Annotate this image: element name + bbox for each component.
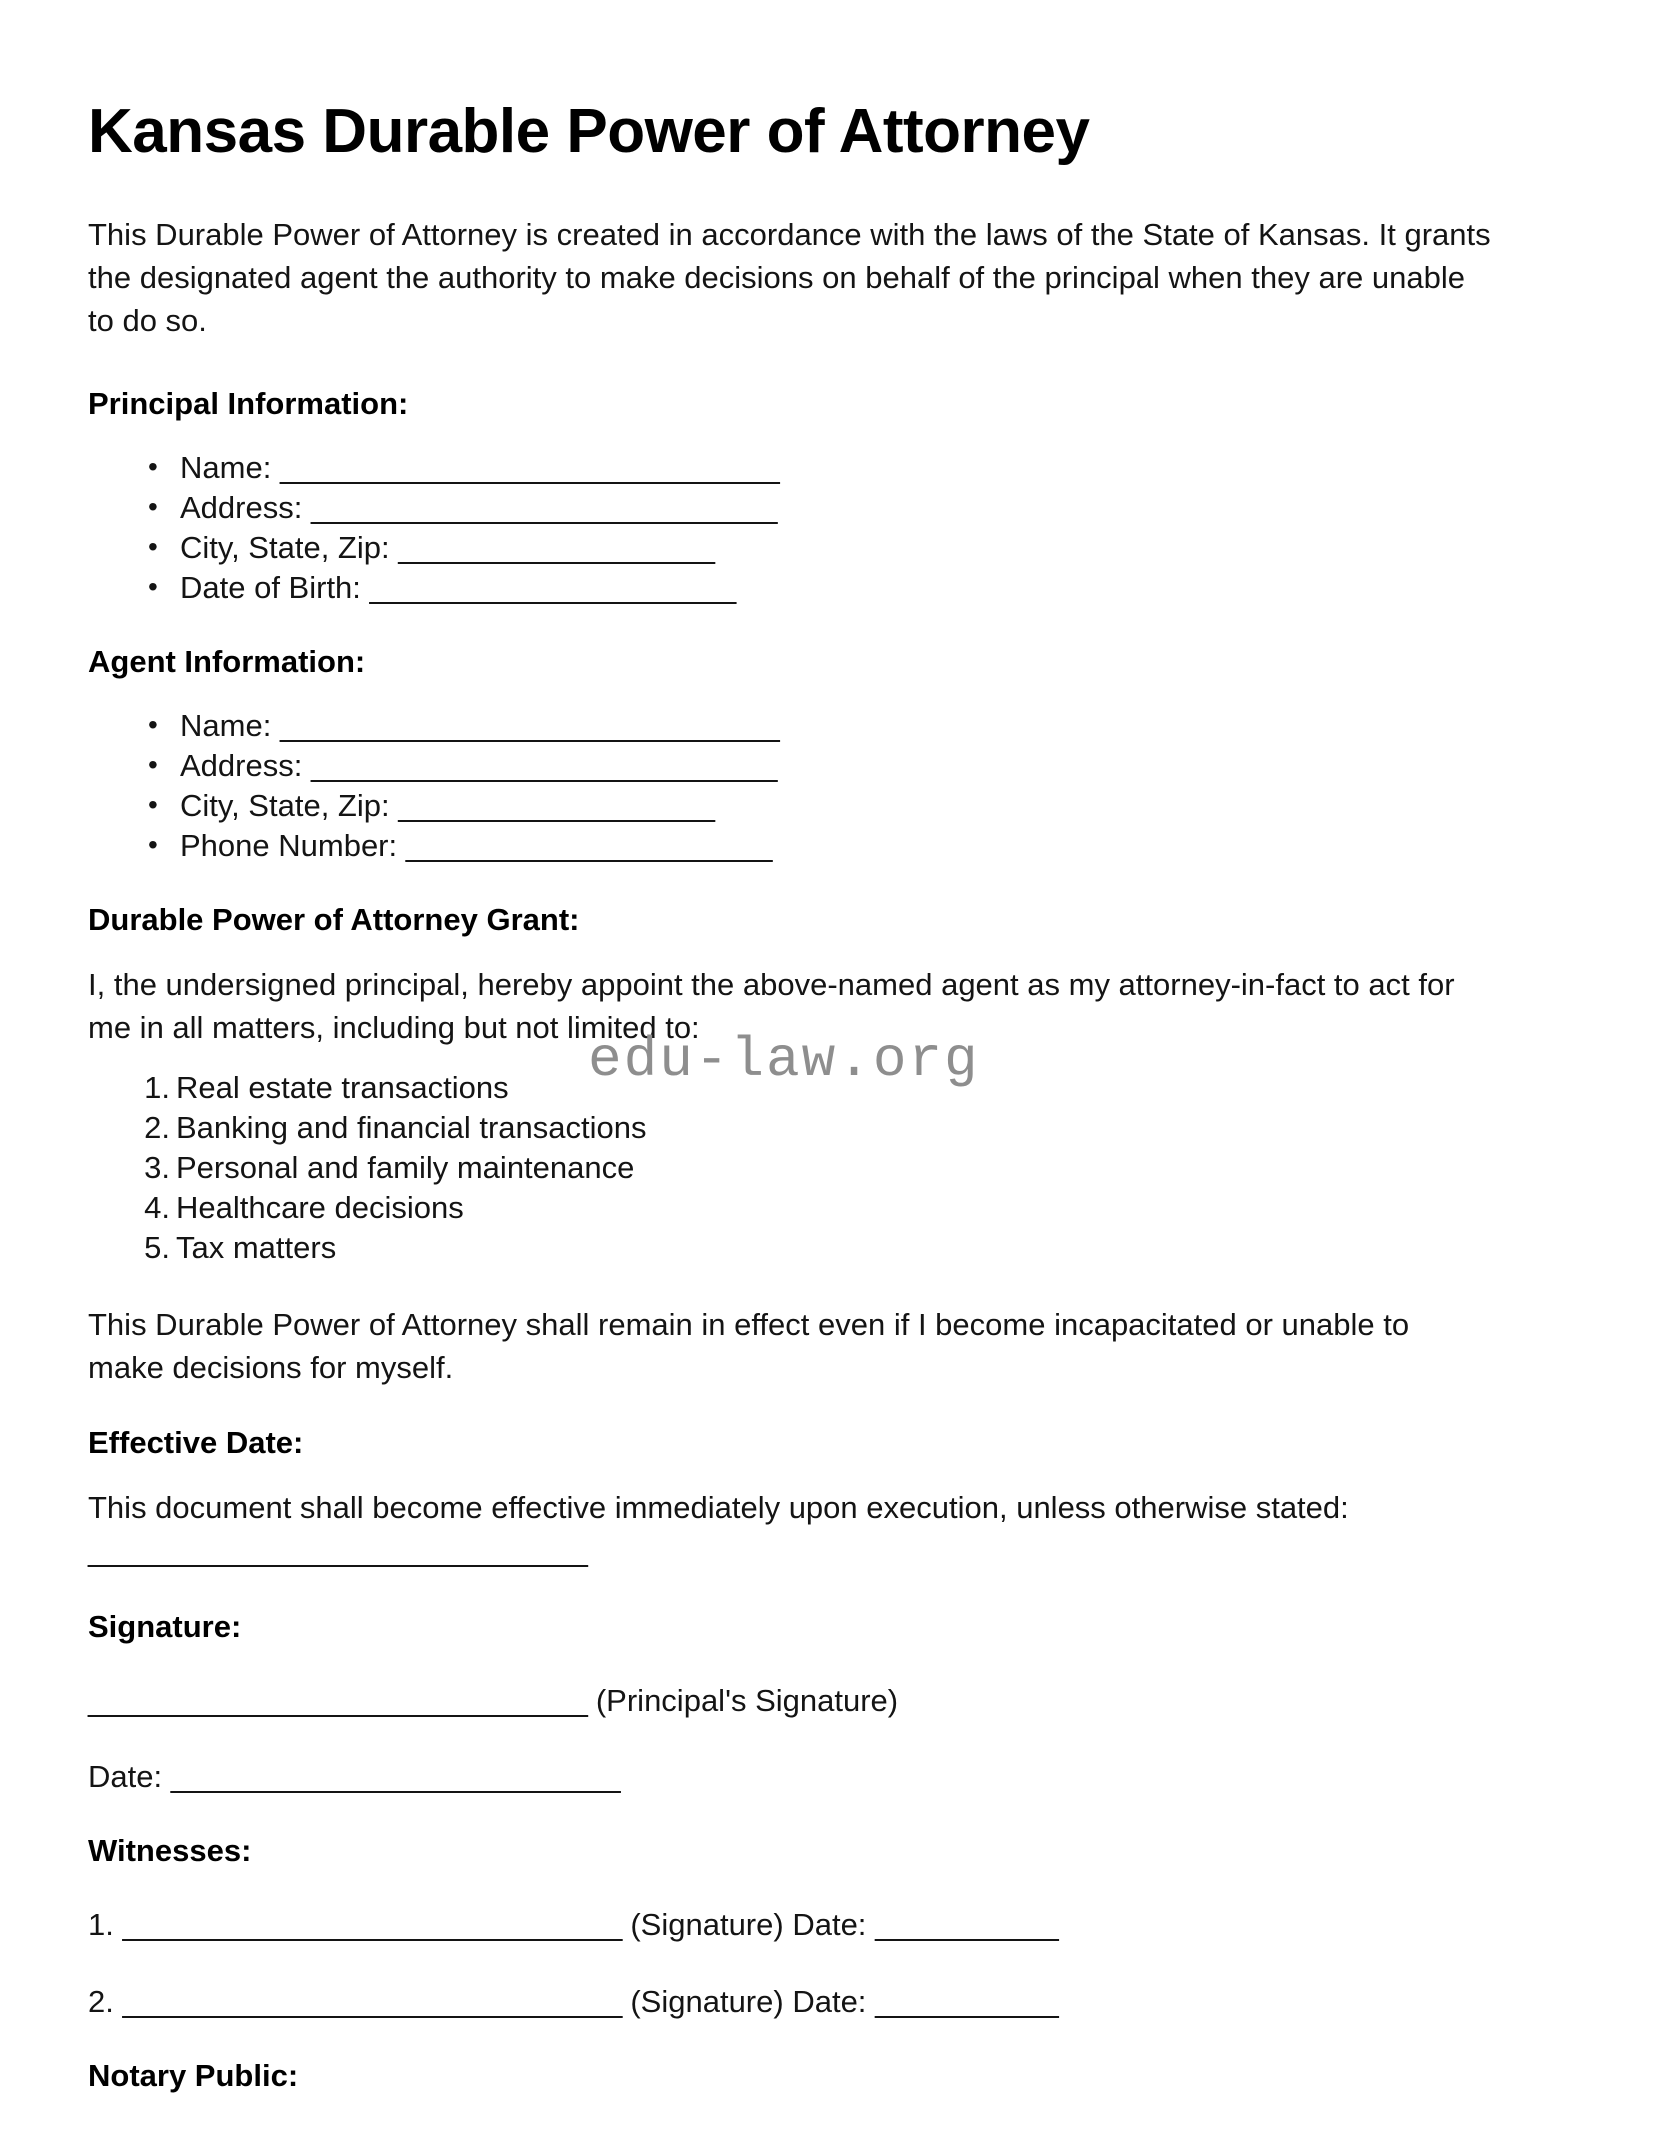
witness-date-label: Date: — [792, 1907, 867, 1943]
effective-date-heading: Effective Date: — [88, 1425, 304, 1461]
grant-intro-paragraph: I, the undersigned principal, hereby appoint the above-named agent as my attorney-in-fact to act for me in all matters, including but not limited to: — [88, 967, 1455, 1046]
principal-signature-caption: (Principal's Signature) — [595, 1682, 899, 1718]
effective-date-paragraph — [88, 1487, 1493, 1573]
list-item — [180, 746, 1576, 786]
witness-signature-blank[interactable]: ______________________________ — [122, 1907, 622, 1943]
page-title: Kansas Durable Power of Attorney — [88, 97, 1090, 166]
field-blank[interactable]: ______________________________ — [279, 708, 780, 744]
list-item — [180, 826, 1576, 866]
signature-date-blank[interactable]: ___________________________ — [170, 1759, 621, 1795]
granted-powers-list — [88, 1068, 1576, 1268]
field-blank[interactable]: ____________________________ — [310, 748, 777, 784]
list-item — [180, 488, 1576, 528]
durability-clause-paragraph: This Durable Power of Attorney shall remain in effect even if I become incapacitated or unable to make decisions for myself. — [88, 1306, 1410, 1385]
agent-field-list — [88, 706, 1576, 866]
signature-date-label: Date: — [88, 1759, 163, 1795]
field-label: City, State, Zip: — [180, 788, 390, 824]
field-blank[interactable]: ____________________________ — [310, 490, 777, 526]
list-item — [180, 528, 1576, 568]
principal-field-list — [88, 448, 1576, 608]
witness-row — [88, 1905, 1576, 1945]
field-blank[interactable]: ______________________ — [369, 570, 736, 606]
list-item: Personal and family maintenance — [176, 1149, 635, 1185]
principal-signature-row — [88, 1681, 1576, 1721]
effective-date-text: This document shall become effective immediately upon execution, unless otherwise stated: — [88, 1490, 1349, 1526]
intro-paragraph: This Durable Power of Attorney is created in accordance with the laws of the State of Kansas. It grants the designated agent the authority to make decisions on behalf of the principal when they are unable to do so. — [88, 217, 1491, 338]
field-label: Name: — [180, 450, 272, 486]
list-item: Healthcare decisions — [176, 1189, 464, 1225]
field-label: Address: — [180, 490, 303, 526]
principal-signature-blank[interactable]: ______________________________ — [88, 1682, 588, 1718]
agent-information-heading: Agent Information: — [88, 644, 366, 680]
witnesses-heading: Witnesses: — [88, 1833, 252, 1869]
witness-number: 1. — [88, 1907, 114, 1943]
grant-heading: Durable Power of Attorney Grant: — [88, 902, 580, 938]
field-label: Phone Number: — [180, 828, 398, 864]
list-item — [180, 448, 1576, 488]
effective-date-blank[interactable]: ______________________________ — [88, 1533, 588, 1569]
witness-signature-caption: (Signature) — [630, 1983, 784, 2019]
site-watermark: edu-law.org — [588, 1028, 980, 1092]
principal-information-heading: Principal Information: — [88, 386, 409, 422]
field-blank[interactable]: ___________________ — [398, 530, 715, 566]
list-item — [180, 568, 1576, 608]
field-blank[interactable]: ___________________ — [398, 788, 715, 824]
witness-signature-caption: (Signature) — [630, 1907, 784, 1943]
witness-date-blank[interactable]: ___________ — [875, 1907, 1059, 1943]
field-label: City, State, Zip: — [180, 530, 390, 566]
field-blank[interactable]: ______________________ — [405, 828, 772, 864]
witness-signature-blank[interactable]: ______________________________ — [122, 1983, 622, 2019]
witness-date-blank[interactable]: ___________ — [875, 1983, 1059, 2019]
list-item: Banking and financial transactions — [176, 1109, 647, 1145]
witness-row — [88, 1982, 1576, 2022]
notary-public-heading: Notary Public: — [88, 2058, 299, 2094]
field-label: Name: — [180, 708, 272, 744]
list-item — [180, 706, 1576, 746]
field-label: Date of Birth: — [180, 570, 361, 606]
witness-date-label: Date: — [792, 1983, 867, 2019]
field-label: Address: — [180, 748, 303, 784]
signature-date-row — [88, 1757, 1576, 1797]
list-item — [180, 786, 1576, 826]
signature-heading: Signature: — [88, 1608, 242, 1644]
field-blank[interactable]: ______________________________ — [279, 450, 780, 486]
witness-number: 2. — [88, 1983, 114, 2019]
list-item: Real estate transactions — [176, 1069, 509, 1105]
list-item: Tax matters — [176, 1229, 337, 1265]
